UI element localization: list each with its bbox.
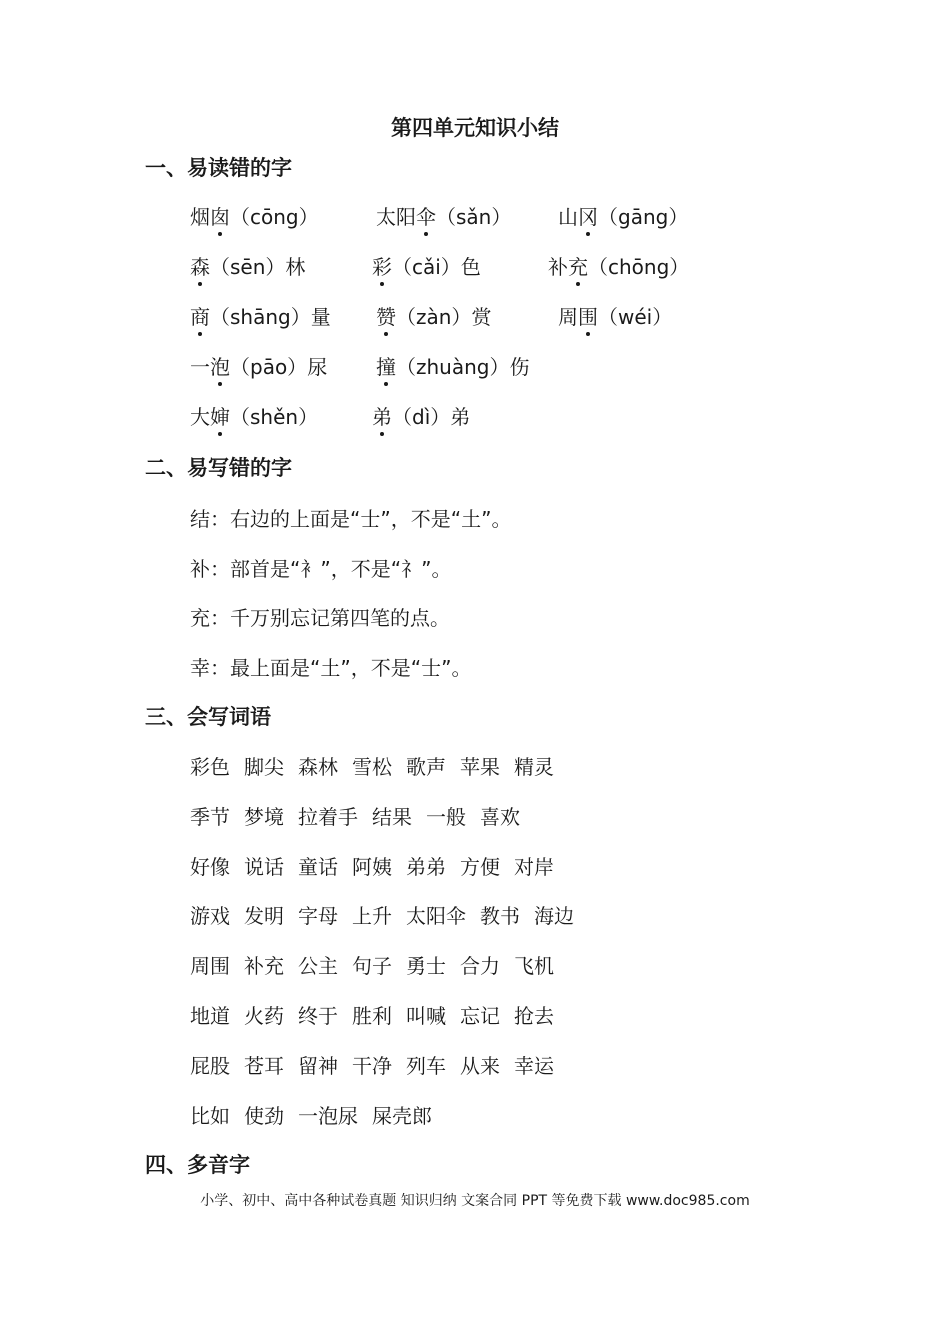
misread-item — [376, 201, 511, 230]
word-line — [190, 751, 568, 780]
section-heading-polyphones: 四、多音字 — [145, 1153, 250, 1177]
misread-suffix: 弟 — [450, 405, 471, 429]
footer-text: 小学、初中、高中各种试卷真题 知识归纳 文案合同 PPT 等免费下载 www.doc985.com — [200, 1193, 750, 1209]
word-line — [190, 900, 588, 929]
pinyin: （zhuàng） — [396, 355, 510, 379]
word: 胜利 — [352, 1004, 392, 1028]
emphasized-character: 撞 — [376, 351, 396, 380]
misread-item — [190, 301, 331, 330]
word: 句子 — [352, 954, 392, 978]
emphasized-character: 彩 — [372, 251, 392, 280]
word: 好像 — [190, 855, 230, 879]
word: 周围 — [190, 954, 230, 978]
pinyin: （shāng） — [210, 305, 311, 329]
word: 使劲 — [244, 1104, 284, 1128]
misread-suffix: 赏 — [471, 305, 492, 329]
emphasized-character: 弟 — [372, 401, 392, 430]
word: 阿姨 — [352, 855, 392, 879]
misread-prefix: 烟 — [190, 205, 210, 229]
word: 太阳伞 — [406, 904, 466, 928]
pinyin: （sēn） — [210, 255, 286, 279]
misread-item — [190, 201, 319, 230]
word: 抢去 — [514, 1004, 554, 1028]
word-line — [190, 950, 568, 979]
misread-item — [558, 201, 688, 230]
emphasized-character: 围 — [578, 301, 598, 330]
page-title: 第四单元知识小结 — [391, 116, 559, 140]
pinyin: （cōng） — [230, 205, 319, 229]
word-line — [190, 851, 568, 880]
word: 梦境 — [244, 805, 284, 829]
emphasized-character: 赞 — [376, 301, 396, 330]
word: 公主 — [298, 954, 338, 978]
pinyin: （shěn） — [230, 405, 319, 429]
word-line — [190, 1100, 446, 1129]
word: 补充 — [244, 954, 284, 978]
emphasized-character: 囱 — [210, 201, 230, 230]
word: 方便 — [460, 855, 500, 879]
emphasized-character: 商 — [190, 301, 210, 330]
writing-note: 补：部首是“衤”，不是“礻”。 — [190, 557, 452, 581]
pinyin: （cǎi） — [392, 255, 461, 279]
word: 终于 — [298, 1004, 338, 1028]
word: 苹果 — [460, 755, 500, 779]
word: 火药 — [244, 1004, 284, 1028]
pinyin: （wéi） — [598, 305, 673, 329]
writing-note: 幸：最上面是“土”，不是“士”。 — [190, 656, 472, 680]
misread-prefix: 补 — [548, 255, 568, 279]
misread-item — [372, 401, 470, 430]
word: 说话 — [244, 855, 284, 879]
word: 发明 — [244, 904, 284, 928]
word: 教书 — [480, 904, 520, 928]
misread-item — [372, 251, 481, 280]
word: 季节 — [190, 805, 230, 829]
word: 精灵 — [514, 755, 554, 779]
word: 对岸 — [514, 855, 554, 879]
misread-prefix: 太阳 — [376, 205, 416, 229]
word: 留神 — [298, 1054, 338, 1078]
word: 飞机 — [514, 954, 554, 978]
word: 弟弟 — [406, 855, 446, 879]
word: 海边 — [534, 904, 574, 928]
word: 童话 — [298, 855, 338, 879]
misread-item — [190, 251, 305, 280]
word: 脚尖 — [244, 755, 284, 779]
misread-item — [190, 351, 327, 380]
word: 森林 — [298, 755, 338, 779]
word-line — [190, 1050, 568, 1079]
word: 苍耳 — [244, 1054, 284, 1078]
misread-suffix: 尿 — [307, 355, 328, 379]
emphasized-character: 充 — [568, 251, 588, 280]
word: 合力 — [460, 954, 500, 978]
word: 喜欢 — [480, 805, 520, 829]
misread-suffix: 伤 — [509, 355, 530, 379]
misread-prefix: 山 — [558, 205, 578, 229]
word: 结果 — [372, 805, 412, 829]
misread-prefix: 大 — [190, 405, 210, 429]
word: 一般 — [426, 805, 466, 829]
pinyin: （gāng） — [598, 205, 689, 229]
misread-item — [376, 301, 491, 330]
misread-suffix: 林 — [285, 255, 306, 279]
word-line — [190, 801, 534, 830]
pinyin: （sǎn） — [436, 205, 512, 229]
misread-prefix: 周 — [558, 305, 578, 329]
word: 勇士 — [406, 954, 446, 978]
word: 一泡尿 — [298, 1104, 358, 1128]
emphasized-character: 冈 — [578, 201, 598, 230]
writing-note: 结：右边的上面是“士”，不是“土”。 — [190, 507, 512, 531]
emphasized-character: 伞 — [416, 201, 436, 230]
word: 游戏 — [190, 904, 230, 928]
emphasized-character: 婶 — [210, 401, 230, 430]
word: 歌声 — [406, 755, 446, 779]
writing-note: 充：千万别忘记第四笔的点。 — [190, 606, 450, 630]
word: 拉着手 — [298, 805, 358, 829]
misread-item — [190, 401, 318, 430]
misread-prefix: 一 — [190, 355, 210, 379]
misread-item — [558, 301, 672, 330]
pinyin: （zàn） — [396, 305, 472, 329]
section-heading-miswritten: 二、易写错的字 — [145, 456, 292, 480]
pinyin: （chōng） — [588, 255, 690, 279]
pinyin: （pāo） — [230, 355, 308, 379]
word: 叫喊 — [406, 1004, 446, 1028]
misread-suffix: 色 — [460, 255, 481, 279]
word: 干净 — [352, 1054, 392, 1078]
word: 上升 — [352, 904, 392, 928]
word: 屎壳郎 — [372, 1104, 432, 1128]
misread-item — [548, 251, 689, 280]
word: 从来 — [460, 1054, 500, 1078]
word: 字母 — [298, 904, 338, 928]
word: 屁股 — [190, 1054, 230, 1078]
pinyin: （dì） — [392, 405, 451, 429]
word-line — [190, 1000, 568, 1029]
word: 比如 — [190, 1104, 230, 1128]
emphasized-character: 森 — [190, 251, 210, 280]
word: 地道 — [190, 1004, 230, 1028]
word: 列车 — [406, 1054, 446, 1078]
section-heading-misread: 一、易读错的字 — [145, 156, 292, 180]
word: 忘记 — [460, 1004, 500, 1028]
word: 幸运 — [514, 1054, 554, 1078]
misread-item — [376, 351, 529, 380]
word: 彩色 — [190, 755, 230, 779]
emphasized-character: 泡 — [210, 351, 230, 380]
section-heading-words: 三、会写词语 — [145, 705, 271, 729]
misread-suffix: 量 — [310, 305, 331, 329]
word: 雪松 — [352, 755, 392, 779]
